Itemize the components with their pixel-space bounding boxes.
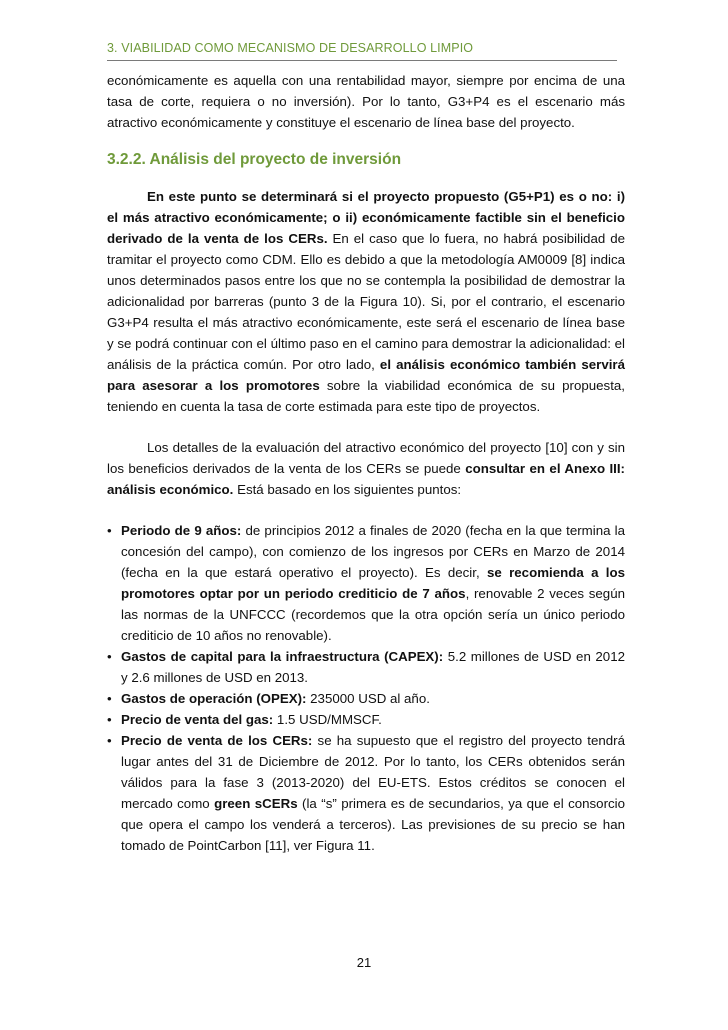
details-text-2: Está basado en los siguientes puntos: [233,482,462,497]
header-rule [107,60,617,61]
bullet-text: 5.2 millones de USD en 2012 y 2.6 millones de USD en 2013. [121,649,625,685]
details-bold-1: consultar en el Anexo III: análisis económico. [107,461,625,497]
details-paragraph [107,437,625,500]
analysis-text-2: sobre la viabilidad económica de su propuesta, teniendo en cuenta la tasa de corte estimada para este tipo de proyectos. [107,378,625,414]
bullet-bold-2: se recomienda a los promotores optar por un periodo crediticio de 7 años [121,565,626,601]
bullet-text-2: , renovable 2 veces según las normas de la UNFCCC (recordemos que la otra opción sería un único periodo crediticio de 10 años no renovable). [121,586,625,643]
bullet-bold: Periodo de 9 años: [121,523,242,538]
analysis-bold-2: el análisis económico también servirá para asesorar a los promotores [107,357,626,393]
bullet-item-gas-price [107,709,625,730]
paragraph-gap [107,417,625,437]
bullet-bold: Gastos de capital para la infraestructura (CAPEX): [121,649,444,664]
bullet-text: 1.5 USD/MMSCF. [273,712,382,727]
bullet-icon: • [107,733,112,748]
bullet-icon: • [107,523,112,538]
bullet-item-opex [107,688,625,709]
bullet-item-capex [107,646,625,688]
details-text-1: Los detalles de la evaluación del atractivo económico del proyecto [10] con y sin los beneficios derivados de la venta de los CERs se puede [107,440,625,476]
bullet-bold-2: green sCERs [214,796,298,811]
bullet-text: se ha supuesto que el registro del proyecto tendrá lugar antes del 31 de Diciembre de 2012. Por lo tanto, los CERs obtenidos serán válidos para la fase 3 (2013-2020) del EU-ETS. Estos créditos se conocen el mercado como [121,733,625,811]
bullet-item-period [107,520,625,646]
bullet-text: de principios 2012 a finales de 2020 (fecha en la que termina la concesión del campo), con comienzo de los ingresos por CERs en Marzo de 2014 (fecha en la que estará operativo el proyecto). Es decir, [121,523,625,580]
bullet-bold: Precio de venta del gas: [121,712,274,727]
bullet-item-cer-price [107,730,625,856]
bullet-text: 235000 USD al año. [306,691,430,706]
paragraph-gap [107,500,625,520]
running-header: 3. VIABILIDAD COMO MECANISMO DE DESARROLLO LIMPIO [107,41,474,55]
intro-paragraph: económicamente es aquella con una rentabilidad mayor, siempre por encima de una tasa de corte, requiera o no inversión). Por lo tanto, G3+P4 es el escenario más atractivo económicamente y constituye el escenario de línea base del proyecto. [107,73,625,130]
bullet-text-2: (la “s” primera es de secundarios, ya que el consorcio que opera el campo los venderá a terceros). Las previsiones de su precio se han tomado de PointCarbon [11], ver Figura 11. [121,796,625,853]
analysis-paragraph [107,186,625,417]
analysis-text-1: En el caso que lo fuera, no habrá posibilidad de tramitar el proyecto como CDM. Ello es debido a que la metodología AM0009 [8] indica unos determinados pasos entre los que no se contempla la posibilidad de demostrar la adicionalidad por barreras (punto 3 de la Figura 10). Si, por el contrario, el escenario G3+P4 resulta el más atractivo económicamente, este será el escenario de línea base y se podrá continuar con el último paso en el camino para demostrar la adicionalidad: el análisis de la práctica común. Por otro lado, [107,231,626,372]
bullet-icon: • [107,712,112,727]
analysis-bold-1: En este punto se determinará si el proyecto propuesto (G5+P1) es o no: i) el más atractivo económicamente; o ii) económicamente factible sin el beneficio derivado de la venta de los CERs. [107,189,625,246]
page-number: 21 [356,955,372,970]
section-heading: 3.2.2. Análisis del proyecto de inversión [107,151,402,168]
bullet-bold: Gastos de operación (OPEX): [121,691,307,706]
bullet-bold: Precio de venta de los CERs: [121,733,313,748]
bullet-list [107,520,625,856]
bullet-icon: • [107,649,112,664]
document-page [107,40,625,856]
bullet-icon: • [107,691,112,706]
